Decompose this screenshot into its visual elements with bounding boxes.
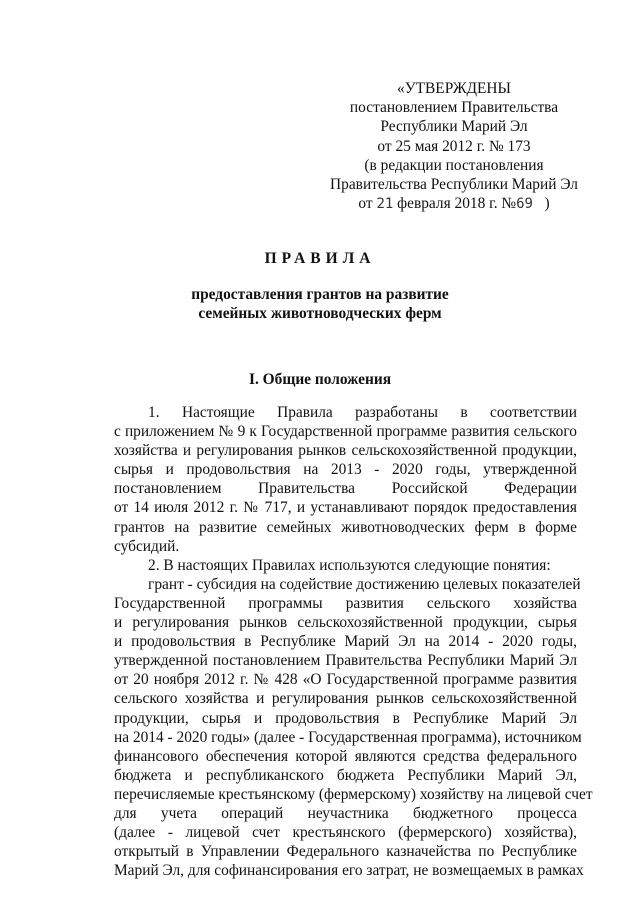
approval-line-3: Республики Марий Эл <box>380 118 528 136</box>
paragraph-line: для учета операций неучастника бюджетного процесса <box>114 804 577 822</box>
approval-line-5: (в редакции постановления <box>364 156 544 174</box>
paragraph-line: финансового обеспечения которой являются средства федерального <box>114 747 577 765</box>
document-title: ПРАВИЛА <box>264 250 376 267</box>
approval-date-suffix: ) <box>544 195 550 213</box>
paragraph-line: 1. Настоящие Правила разработаны в соответствии <box>148 404 577 421</box>
approval-line-1: «УТВЕРЖДЕНЫ <box>397 80 511 97</box>
paragraph-line: бюджета и республиканского бюджета Республики Марий Эл, <box>114 766 577 784</box>
paragraph-line: грантов на развитие семейных животноводческих ферм в форме <box>114 518 577 536</box>
approval-line-2: постановлением Правительства <box>349 99 559 117</box>
paragraph-line: грант - субсидия на содействие достижению целевых показателей <box>148 575 581 593</box>
paragraph-line: открытый в Управлении Федерального казначейства по Республике <box>114 843 577 861</box>
paragraph-line: и регулирования рынков сельскохозяйственной продукции, сырья <box>114 614 577 632</box>
paragraph-line: утвержденной постановлением Правительства Республики Марий Эл <box>114 652 577 670</box>
paragraph-line: Марий Эл, для софинансирования его затрат, не возмещаемых в рамках <box>114 862 584 880</box>
paragraph-line: (далее - лицевой счет крестьянского (фермерского) хозяйства), <box>114 824 577 842</box>
paragraph-line: и продовольствия в Республике Марий Эл на 2014 - 2020 годы, <box>114 633 577 651</box>
paragraph-line: с приложением № 9 к Государственной программе развития сельского <box>114 423 577 441</box>
approval-line-6: Правительства Республики Марий Эл <box>330 176 578 194</box>
paragraph-line: субсидий. <box>114 537 180 555</box>
paragraph-line: на 2014 - 2020 годы» (далее - Государственная программа), источником <box>114 728 582 746</box>
paragraph-line: постановлением Правительства Российской Федерации <box>114 480 577 498</box>
document-body <box>114 403 593 880</box>
paragraph-line: от 14 июля 2012 г. № 717, и устанавливают порядок предоставления <box>114 499 577 517</box>
paragraph-line: от 20 ноября 2012 г. № 428 «О Государственной программе развития <box>114 671 577 689</box>
paragraph-line: перечисляемые крестьянскому (фермерскому) хозяйству на лицевой счет <box>114 785 593 803</box>
paragraph-line: сырья и продовольствия на 2013 - 2020 годы, утвержденной <box>114 461 577 479</box>
approval-date-prefix: от <box>358 195 373 213</box>
paragraph-line: хозяйства и регулирования рынков сельскохозяйственной продукции, <box>114 442 577 460</box>
approval-number-handwritten: 69 <box>516 196 533 213</box>
subtitle-line-2: семейных животноводческих ферм <box>198 305 442 322</box>
section-heading: I. Общие положения <box>248 371 392 388</box>
approval-stamp-block <box>324 79 584 214</box>
paragraph-line: 2. В настоящих Правилах используются следующие понятия: <box>148 556 551 574</box>
approval-date-mid: февраля 2018 г. № <box>397 195 517 213</box>
document-subtitle <box>0 285 640 323</box>
paragraph-line: сельского хозяйства и регулирования рынков сельскохозяйственной <box>114 690 577 708</box>
approval-line-4: от 25 мая 2012 г. № 173 <box>377 137 531 155</box>
approval-line-7 <box>324 194 584 214</box>
paragraph-line: продукции, сырья и продовольствия в Республике Марий Эл <box>114 709 577 727</box>
approval-day-handwritten: 21 <box>376 196 394 213</box>
paragraph-line: Государственной программы развития сельского хозяйства <box>114 594 577 612</box>
subtitle-line-1: предоставления грантов на развитие <box>191 286 449 303</box>
